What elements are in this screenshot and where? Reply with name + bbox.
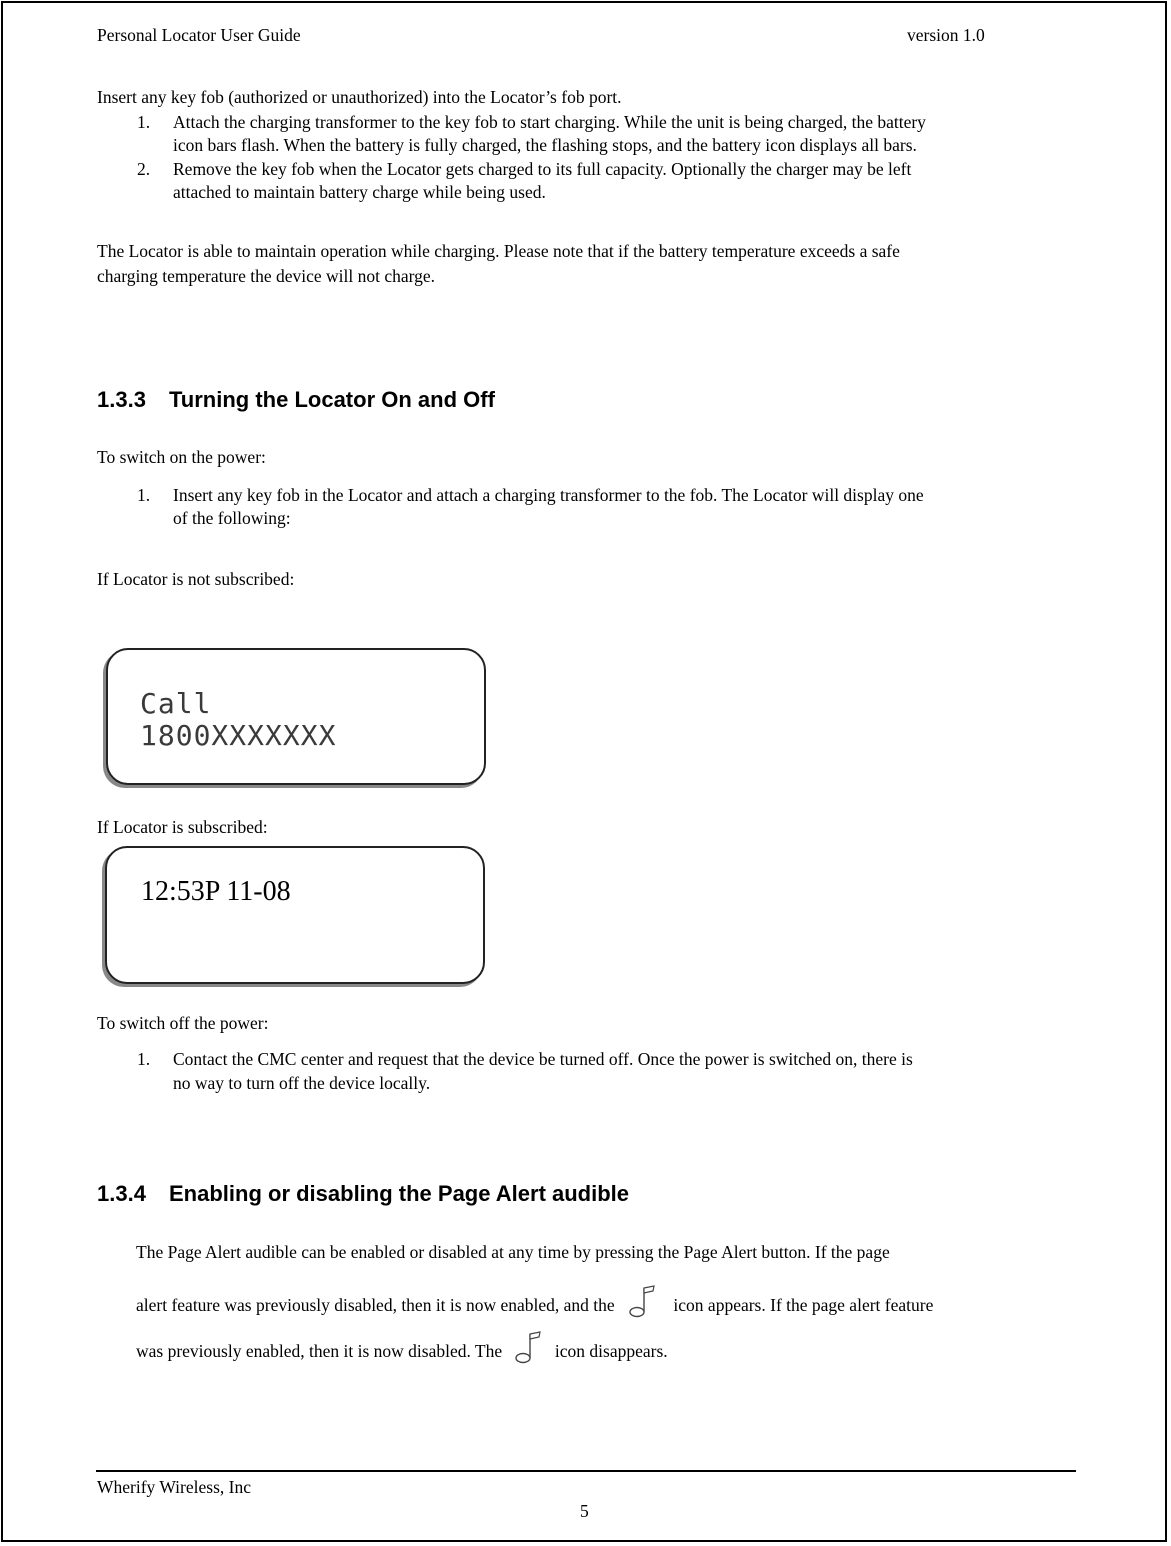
not-subscribed-label: If Locator is not subscribed: — [97, 569, 295, 589]
music-note-icon — [511, 1331, 541, 1371]
page-alert-line2-after: icon appears. If the page alert feature — [673, 1295, 934, 1315]
section-133-number: 1.3.3 — [97, 387, 146, 412]
off-step-line1: Contact the CMC center and request that the device be turned off. Once the power is switched on, there is — [173, 1049, 913, 1069]
charging-note-line1: The Locator is able to maintain operation while charging. Please note that if the battery temperature exceeds a safe — [97, 241, 900, 261]
off-step-line2: no way to turn off the device locally. — [173, 1073, 431, 1093]
footer-rule — [96, 1470, 1076, 1472]
page-number: 5 — [580, 1501, 589, 1521]
charging-step-2-line1: Remove the key fob when the Locator gets charged to its full capacity. Optionally the charger may be left — [173, 159, 912, 179]
page-alert-line2-before: alert feature was previously disabled, then it is now enabled, and the — [136, 1295, 615, 1315]
header-title: Personal Locator User Guide — [97, 25, 301, 45]
page-alert-line2 — [136, 1285, 933, 1325]
lcd-display-unsubscribed — [106, 648, 486, 785]
section-133-title: Turning the Locator On and Off — [169, 387, 495, 412]
switch-on-label: To switch on the power: — [97, 447, 266, 467]
on-step-line1: Insert any key fob in the Locator and attach a charging transformer to the fob. The Locator will display one — [173, 485, 924, 505]
charging-step-2-line2: attached to maintain battery charge while being used. — [173, 182, 546, 202]
charging-step-1-line2: icon bars flash. When the battery is fully charged, the flashing stops, and the battery icon displays all bars. — [173, 135, 917, 155]
music-note-icon — [625, 1285, 655, 1325]
section-134-title: Enabling or disabling the Page Alert audible — [169, 1181, 630, 1206]
page-alert-line3 — [136, 1331, 668, 1371]
page-alert-line3-before: was previously enabled, then it is now disabled. The — [136, 1341, 503, 1361]
lcd-display-subscribed — [105, 846, 485, 984]
off-step-number: 1. — [137, 1049, 151, 1069]
on-step-number: 1. — [137, 485, 151, 505]
charging-intro: Insert any key fob (authorized or unauthorized) into the Locator’s fob port. — [97, 87, 622, 107]
charging-step-1-number: 1. — [137, 112, 151, 132]
lcd-unsubscribed-line1: Call — [140, 687, 212, 720]
subscribed-label: If Locator is subscribed: — [97, 817, 268, 837]
header-version: version 1.0 — [907, 25, 985, 45]
lcd-unsubscribed-line2: 1800XXXXXXX — [140, 719, 337, 752]
on-step-line2: of the following: — [173, 508, 291, 528]
footer-company: Wherify Wireless, Inc — [97, 1477, 251, 1497]
charging-step-1-line1: Attach the charging transformer to the key fob to start charging. While the unit is being charged, the battery — [173, 112, 926, 132]
page-alert-line3-after: icon disappears. — [554, 1341, 668, 1361]
page-alert-line1: The Page Alert audible can be enabled or disabled at any time by pressing the Page Alert button. If the page — [136, 1242, 890, 1262]
section-134-number: 1.3.4 — [97, 1181, 146, 1206]
lcd-subscribed-time: 12:53P 11-08 — [141, 876, 291, 907]
switch-off-label: To switch off the power: — [97, 1013, 269, 1033]
charging-note-line2: charging temperature the device will not charge. — [97, 266, 436, 286]
charging-step-2-number: 2. — [137, 159, 151, 179]
